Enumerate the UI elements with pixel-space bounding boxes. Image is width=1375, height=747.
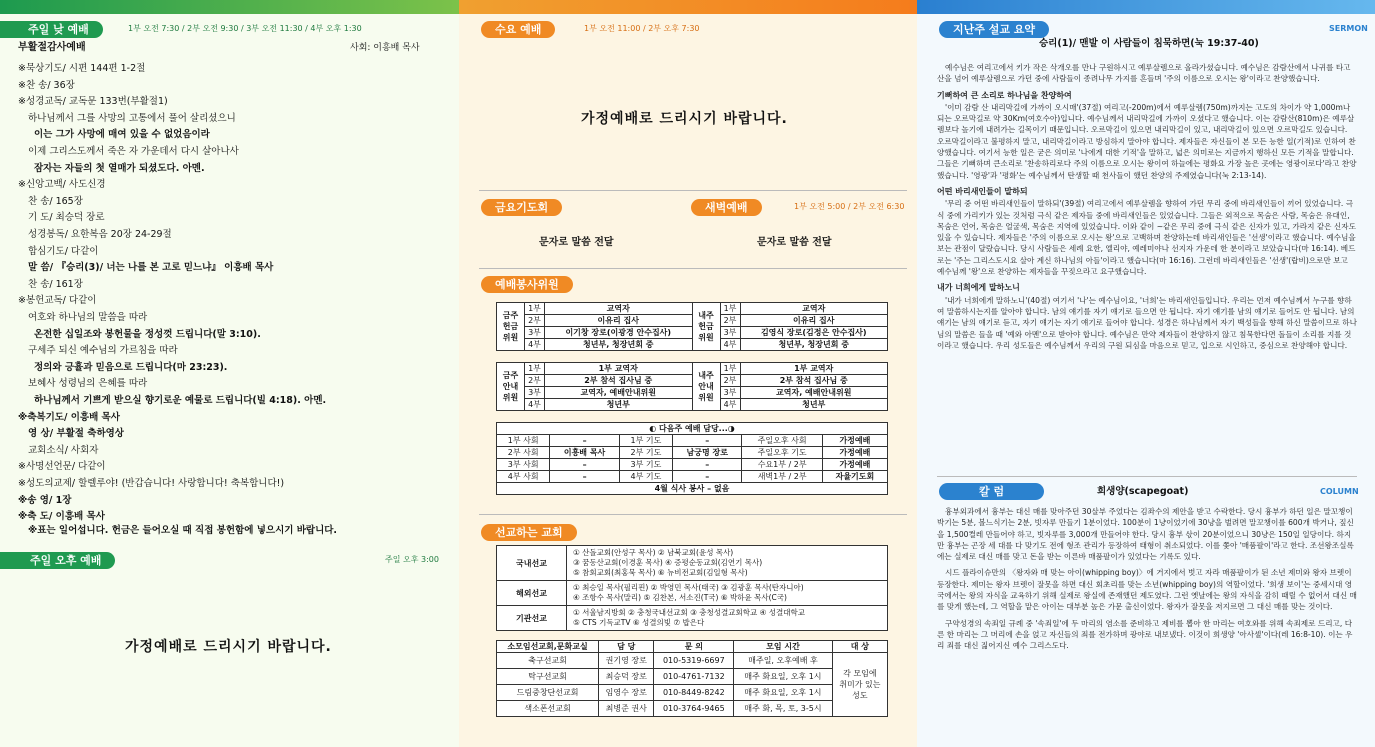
sunday-service-title: 주일 낮 예배 (0, 21, 103, 38)
table-row (497, 546, 888, 581)
table-cell: 교역자 (545, 303, 693, 315)
table-row (497, 669, 888, 685)
table-row (497, 459, 888, 471)
table-cell: 탁구선교회 (497, 669, 599, 685)
committee-label: 내주 안내 위원 (692, 363, 720, 411)
table-cell: 교역자, 예배안내위원 (545, 387, 693, 399)
worship-line: 찬 송/ 165장 (28, 195, 83, 207)
table-cell: – (550, 435, 619, 447)
divider (937, 476, 1357, 477)
sermon-heading-1: 기뻐하여 큰 소리로 하나님을 찬양하여 (937, 90, 1072, 100)
worship-line: 교회소식/ 사회자 (28, 444, 99, 456)
table-cell: 남궁명 장로 (673, 447, 742, 459)
table-cell: 이흥배 목사 (550, 447, 619, 459)
table-row (497, 606, 888, 631)
mission-category: 해외선교 (497, 581, 567, 606)
top-bar (459, 0, 917, 14)
sermon-para-2: '무리 중 어떤 바리새인들이 말하되'(39절) 여리고에서 예루살렘을 향하여 가던 무리 중에 바리새인들이 끼어 있었습니다. 극식 중에 가리키가 있는 것처럼 극식 같은 제자들 중에 바리새인들은 있었습니다. 그들은 외적으로 목숨은 사람, 목숨은 유대인, 목숨은 언어, 목숨은 얼굴색, 목숨은 지역에 있었습니다. 이와 같이 ~같은 무리 중에 극식 같은 신자가 있고, 가라지 같은 신자도 있을 수 있습니다. 제자들은 '주의 이름으로 오시는 왕'으로 고백하며 찬양하는데 바리새인들은 '선생'이라고 했습니다. 예수님을 보는 관점이 달랐습니다. 당시 사람들은 세례 요한, 엘리야, 예레미야나 선지자 가운데 한 분이라고 보았습니다(마 16:14). 베드로는 '주는 그리스도시요 살아 계신 하나님의 아들'이라고 했습니다(마 16:16). 그런데 바리새인들은 '선생'(랍비)으로만 보고 예수님께 '왕'으로 찬양하는 제자들을 꾸짖으라고 요구했습니다. (937, 199, 1356, 277)
sunday-service-times: 1부 오전 7:30 / 2부 오전 9:30 / 3부 오전 11:30 / 4부 오후 1:30 (128, 24, 362, 33)
table-cell: 010-8449-8242 (654, 685, 734, 701)
table-cell: 4부 사회 (497, 471, 550, 483)
mission-list: ① 최승일 목사(필리핀) ② 박영민 목사(태국) ③ 김광훈 목사(탄자니아) ④ 조항수 목사(말리) ⑤ 김찬본, 서소진(T국) ⑥ 박하윤 목사(C국) (567, 581, 888, 606)
worship-line: 말 씀/ 『승리(3)/ 너는 나를 본 고로 믿느냐』 이흥배 목사 (28, 262, 274, 274)
wednesday-title: 수요 예배 (481, 21, 555, 38)
table-row (497, 447, 888, 459)
sermon-heading-3: 내가 너희에게 말하노니 (937, 283, 1020, 293)
sermon-para-3: '내가 너희에게 말하노니'(40절) 여기서 '나'는 예수님이요, '너희'는 바리새인들입니다. 우리는 먼저 예수님께서 누구를 향하여 말씀하시는지를 알아야 합니다. 남의 얘기를 자기 얘기로 들으면 안 됩니다. 자기 얘기를 남의 얘기로 들어도 안 됩니다. 남의 얘기는 남의 얘기로 듣고, 자기 얘기는 자기 얘기로 들어야 합니다. 성경은 하나님께서 자기 백성들을 향해 하신 말씀이므로 하나님의 말씀은 들을 때 '예와 아멘'으로 받아야 합니다. 예수님은 만약 제자들이 찬양하지 않고 침묵한다면 돌들이 소리를 지를 것이라고 했습니다. 우리 성도들은 예수님께서 우리의 구원 되심을 마음으로 믿고, 입으로 시인하고, 중심으로 찬양해야 합니다. (937, 295, 1357, 350)
sermon-tag: SERMON (1329, 24, 1368, 33)
column-header: 소모임선교회,문화교실 (497, 641, 599, 653)
table-cell: 교역자 (740, 303, 888, 315)
table-cell: – (550, 459, 619, 471)
worship-line: ※묵상기도/ 시편 144편 1-2절 (18, 63, 146, 74)
worship-line: ※축복기도/ 이흥배 목사 (18, 411, 120, 423)
worship-line: 보혜사 성령님의 은혜를 따라 (28, 378, 148, 390)
committee-label: 금주 헌금 위원 (497, 303, 525, 351)
worship-line: 이제 그리스도께서 죽은 자 가운데서 다시 살아나사 (28, 146, 239, 157)
table-cell: 축구선교회 (497, 653, 599, 669)
committee-label: 내주 헌금 위원 (692, 303, 720, 351)
table-cell: 매주 화요일, 오후 1시 (734, 669, 832, 685)
column-header: 모임 시간 (734, 641, 832, 653)
table-row (497, 653, 888, 669)
column-title: 칼 럼 (939, 483, 1044, 500)
table-cell: 최병준 권사 (599, 701, 654, 717)
table-cell: 청년부, 청장년회 중 (740, 339, 888, 351)
meal-duty: 4월 식사 봉사 – 없음 (497, 483, 888, 495)
table-cell: 1부 (720, 363, 740, 375)
table-cell: 010-4761-7132 (654, 669, 734, 685)
worship-line: 성경봉독/ 요한복음 20장 24-29절 (28, 229, 172, 240)
table-row (497, 363, 888, 375)
usher-committee-table (496, 362, 888, 411)
table-cell: 3부 (525, 327, 545, 339)
table-cell: 자율기도회 (822, 471, 887, 483)
worship-line: ※신앙고백/ 사도신경 (18, 179, 106, 191)
table-cell: 2부 사회 (497, 447, 550, 459)
column-tag: COLUMN (1320, 487, 1359, 496)
sermon-para-1: '이미 감람 산 내리막길에 가까이 오시매'(37절) 여리고(-200m)에서 예루살렘(750m)까지는 고도의 차이가 약 1,000m나 되는 오르막길로 약 30Km(여호수아)입니다. 예수님께서 내리막길에 가까이 오셨다고 했습니다. 이는 감람산(810m)은 예루살렘보다 높기에 내려가는 길목이기 때문입니다. 오르막길이 있으면 내리막길이 있고, 내리막길이 있으면 오르막길도 있습니다. 오르막길이라고 불평하지 말고, 내리막길이라고 방심하지 말아야 합니다. 제자들은 자신들이 본 모든 능한 일(기적)로 인하여 찬양했습니다. 여기서 능한 일은 굳은 의미로 '나에게 대한 기적'을 말하고, 넓은 의미로는 지금까지 행하신 모든 기적을 말합니다. 그들은 기뻐하며 큰소리로 '찬송하리로다 주의 이름으로 오시는 왕이여 하늘에는 평화요 가장 높은 곳에는 영광이로다'라고 찬양했습니다. '영광'과 '평화'는 예수님께서 탄생할 때 천사들이 했던 찬양의 주제였습니다(눅 2:13-14). (937, 102, 1357, 180)
table-cell: 가정예배 (822, 459, 887, 471)
table-cell: 가정예배 (822, 435, 887, 447)
small-groups-table (496, 640, 888, 717)
dawn-time: 1부 오전 5:00 / 2부 오전 6:30 (794, 202, 905, 211)
top-bar (917, 0, 1375, 14)
divider (479, 190, 907, 191)
middle-column (459, 0, 917, 747)
top-bar (0, 0, 459, 14)
table-cell: 가정예배 (822, 447, 887, 459)
worship-line: ※축 도/ 이흥배 목사 (18, 511, 105, 523)
table-cell: 4부 (525, 339, 545, 351)
column-header: 담 당 (599, 641, 654, 653)
table-cell: 청년부 (740, 399, 888, 411)
table-cell: 청년부 (545, 399, 693, 411)
table-cell: 1부 사회 (497, 435, 550, 447)
offering-committee-table (496, 302, 888, 351)
table-cell: 1부 기도 (619, 435, 672, 447)
friday-title: 금요기도회 (481, 199, 562, 216)
table-cell: 2부 (525, 375, 545, 387)
column-para-1: 흉부외과에서 흉부는 대신 매를 맞아주던 30살부 주었다는 김좌수의 제안을 받고 수락한다. 당시 흉부가 하던 일은 말꼬챙이 박기는 5분, 볼느식기는 2분, 빗자루 만들기 1분이었다. 100분이 1냥이었기에 30냥을 벌려면 말꼬챙이를 600개 박거나, 짚신을 1,500켤레 만들어야 하고, 빗자루를 3,000개 만들어야 한다. 당시 흉부 삯이 20분이었으니 30냥은 150일 일당이다. 하지만 흉부는 곤장 세 대를 다 맞기도 전에 형조 관리가 등장하여 태형이 취소되었다. 이를 쫓아 '매품팔이'라고 한다. 조선왕조실록에는 실제로 대신 매를 맞고 돈을 받는 이른바 매품팔이가 있었다는 기록도 있다. (937, 507, 1354, 562)
next-week-table (496, 422, 888, 495)
worship-line: 하나님께서 그를 사망의 고통에서 풀어 살리셨으니 (28, 112, 236, 124)
dawn-message: 문자로 말씀 전달 (757, 237, 832, 248)
table-cell: 2부 (720, 315, 740, 327)
table-cell: 주일오후 기도 (742, 447, 822, 459)
sermon-heading-2: 어떤 바리새인들이 말하되 (937, 186, 1028, 196)
table-cell: 2부 참석 집사님 중 (740, 375, 888, 387)
column-para-2: 시드 플라이슈만의 〈왕자와 매 맞는 아이(whipping boy)〉에 거지에서 벗고 자라 매품팔이가 된 소년 제미와 왕자 브렛이 등장한다. 제미는 왕자 브렛이 잘못을 하면 대신 회초리를 맞는 소년(whipping boy)의 역할이었다. '희생 보이'는 중세시대 영국에서는 왕의 자식을 교육하기 위해 실제로 왕실에 존재했던 제도였다. 그런 옛날에는 왕의 자식을 감히 때릴 수 없어서 대신 매를 맞게 했는데, 그 역할을 맡은 아이는 대부분 높은 가문 출신이었다. 왕자가 잘못을 저지르면 그 대신 매를 맞는 것이다. (937, 568, 1357, 612)
table-cell: 1부 교역자 (545, 363, 693, 375)
wednesday-message: 가정예배로 드리시기 바랍니다. (581, 111, 788, 127)
worship-line: ※성경교독/ 교독문 133번(부활절1) (18, 96, 168, 108)
table-cell: 1부 교역자 (740, 363, 888, 375)
worship-line: 찬 송/ 161장 (28, 278, 83, 290)
table-cell: 4부 (720, 339, 740, 351)
duty-title: 예배봉사위원 (481, 276, 573, 293)
table-row (497, 581, 888, 606)
table-cell: 3부 사회 (497, 459, 550, 471)
sermon-intro: 예수님은 여리고에서 키가 작은 삭개오를 만나 구원하시고 예루살렘으로 올라가셨습니다. 예수님은 감람산에서 나귀를 타고 산을 넘어 예루살렘으로 가던 중에 사람들이 종려나무 가지를 흔들며 '주의 이름으로 오시는 왕'이라고 찬양했습니다. (937, 63, 1351, 84)
table-cell: 수요1부 / 2부 (742, 459, 822, 471)
sunday-pm-time: 주일 오후 3:00 (385, 555, 439, 564)
table-cell: 3부 기도 (619, 459, 672, 471)
table-cell: 4부 (720, 399, 740, 411)
wednesday-time: 1부 오전 11:00 / 2부 오후 7:30 (584, 24, 700, 33)
worship-line: 합심기도/ 다같이 (28, 245, 99, 257)
column-header: 대 상 (832, 641, 887, 653)
worship-line: 이는 그가 사망에 매여 있을 수 없었음이라 (34, 129, 210, 141)
column-heading: 희생양(scapegoat) (1097, 486, 1189, 497)
table-cell: 새벽1부 / 2부 (742, 471, 822, 483)
table-cell: 드림중창단선교회 (497, 685, 599, 701)
table-cell: – (673, 471, 742, 483)
table-cell: 색소폰선교회 (497, 701, 599, 717)
worship-line: ※사명선언문/ 다같이 (18, 461, 106, 473)
standing-note: ※표는 일어섭니다. 헌금은 들어오실 때 직접 봉헌함에 넣으시기 바랍니다. (28, 525, 338, 536)
table-row (497, 303, 888, 315)
table-row (497, 435, 888, 447)
worship-line: 영 상/ 부활절 축하영상 (28, 428, 124, 440)
target-audience: 각 모임에 취미가 있는 성도 (832, 653, 887, 717)
table-cell: 2부 (720, 375, 740, 387)
table-cell: 3부 (720, 387, 740, 399)
table-cell: 2부 참석 집사님 중 (545, 375, 693, 387)
worship-line: 정의와 긍휼과 믿음으로 드립니다(마 23:23). (34, 361, 228, 373)
table-cell: 교역자, 예배안내위원 (740, 387, 888, 399)
committee-label: 금주 안내 위원 (497, 363, 525, 411)
table-cell: 김영식 장로(김정은 안수집사) (740, 327, 888, 339)
worship-line: ※송 영/ 1장 (18, 494, 72, 506)
worship-line: 기 도/ 최승덕 장로 (28, 212, 105, 224)
table-cell: 청년부, 청장년회 중 (545, 339, 693, 351)
mission-list: ① 산돌교회(안성구 목사) ② 남북교회(윤성 목사) ③ 꿈동산교회(이경훈 목사) ④ 증평순동교회(김연기 목사) ⑤ 참회교회(최홍묵 목사) ⑥ 뉴비전교회(김일형 목사) (567, 546, 888, 581)
service-host: 사회: 이흥배 목사 (350, 43, 420, 53)
table-cell: 매주일, 오후예배 후 (734, 653, 832, 669)
mission-table (496, 545, 888, 631)
worship-line: ※봉헌교독/ 다같이 (18, 295, 97, 307)
table-cell: 이유리 집사 (740, 315, 888, 327)
table-cell: 이기창 장로(이광경 안수집사) (545, 327, 693, 339)
sunday-pm-title: 주일 오후 예배 (0, 552, 115, 569)
divider (479, 268, 907, 269)
table-cell: 임영수 장로 (599, 685, 654, 701)
sermon-summary-title: 지난주 설교 요약 (939, 21, 1049, 38)
column-body (937, 506, 1357, 744)
table-cell: 주일오후 사회 (742, 435, 822, 447)
table-cell: 3부 (525, 387, 545, 399)
table-cell: – (673, 435, 742, 447)
table-cell: 권기영 장로 (599, 653, 654, 669)
friday-message: 문자로 말씀 전달 (539, 237, 614, 248)
sermon-title: 승리(1)/ 맨발 이 사람들이 침묵하면(눅 19:37-40) (1039, 38, 1259, 49)
table-cell: – (673, 459, 742, 471)
table-cell: 1부 (525, 363, 545, 375)
table-cell: 010-5319-6697 (654, 653, 734, 669)
mission-category: 기관선교 (497, 606, 567, 631)
table-cell: 4부 기도 (619, 471, 672, 483)
table-cell: 2부 (525, 315, 545, 327)
table-cell: 최승덕 장로 (599, 669, 654, 685)
table-cell: 4부 (525, 399, 545, 411)
worship-line: 하나님께서 기쁘게 받으실 향기로운 예물로 드립니다(빌 4:18). 아멘. (34, 395, 327, 406)
table-cell: 매주 화요일, 오후 1시 (734, 685, 832, 701)
sunday-pm-message: 가정예배로 드리시기 바랍니다. (125, 639, 332, 655)
divider (479, 514, 907, 515)
table-row (497, 701, 888, 717)
sermon-body (937, 62, 1357, 474)
mission-list: ① 서울남지방회 ② 충청국내선교회 ③ 충청성결교회학교 ④ 성결대학교 ⑤ CTS 기독교TV ⑥ 성결의빛 ⑦ 밥은다 (567, 606, 888, 631)
column-header: 문 의 (654, 641, 734, 653)
table-cell: – (550, 471, 619, 483)
table-cell: 010-3764-9465 (654, 701, 734, 717)
table-cell: 이유리 집사 (545, 315, 693, 327)
mission-title: 선교하는 교회 (481, 524, 577, 541)
worship-line: 잠자는 자들의 첫 열매가 되셨도다. 아멘. (34, 162, 205, 174)
table-cell: 1부 (525, 303, 545, 315)
worship-line: ※성도의교제/ 할렐루야! (반갑습니다! 사랑합니다! 축복합니다!) (18, 478, 285, 489)
worship-line: 구세주 되신 예수님의 가르침을 따라 (28, 345, 178, 357)
column-para-3: 구약성경의 속죄일 규례 중 '속죄일'에 두 마리의 염소를 준비하고 제비를 뽑아 한 마리는 여호와를 위해 속죄제로 드리고, 다른 한 마리는 그 머리에 손을 얹고 자신들의 죄를 전가하며 광야로 내보냈다. 이것이 희생양 '아사셀'이다(레 16:8-10). 이는 우리 죄를 대신 짊어지신 예수 그리스도다. (937, 618, 1353, 651)
table-cell: 2부 기도 (619, 447, 672, 459)
table-cell: 3부 (720, 327, 740, 339)
service-name: 부활절감사예배 (18, 42, 86, 53)
left-column (0, 0, 459, 747)
table-cell: 매주 화, 목, 토, 3-5시 (734, 701, 832, 717)
table-cell: 1부 (720, 303, 740, 315)
worship-line: ※찬 송/ 36장 (18, 79, 75, 91)
worship-line: 온전한 십일조와 봉헌물을 정성껏 드립니다(말 3:10). (34, 328, 261, 340)
table-row (497, 471, 888, 483)
dawn-title: 새벽예배 (691, 199, 762, 216)
right-column (917, 0, 1375, 747)
table-row (497, 685, 888, 701)
next-week-title: ◐ 다음주 예배 담당...◑ (497, 423, 888, 435)
mission-category: 국내선교 (497, 546, 567, 581)
worship-line: 여호와 하나님의 말씀을 따라 (28, 312, 148, 323)
